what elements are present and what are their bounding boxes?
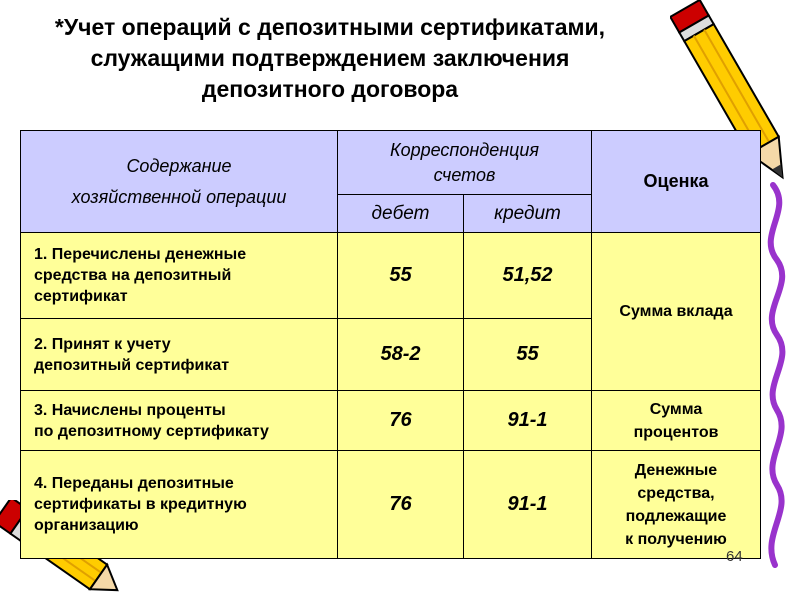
evaluation-cell: [592, 233, 761, 391]
operation-line: 1. Перечислены денежные: [34, 246, 247, 263]
title-line: *Учет операций с депозитными сертификатами,: [54, 14, 606, 40]
evaluation-line: Сумма: [649, 400, 703, 418]
debit-cell: 76: [338, 451, 464, 559]
debit-cell: 76: [338, 391, 464, 451]
header-credit: кредит: [464, 195, 592, 233]
header-line: хозяйственной операции: [71, 186, 287, 207]
operation-line: сертификаты в кредитную: [34, 496, 247, 513]
debit-cell: 58-2: [338, 319, 464, 391]
header-content: [21, 131, 338, 233]
slide-title: [10, 12, 650, 105]
evaluation-line: процентов: [633, 423, 719, 441]
credit-cell: 55: [464, 319, 592, 391]
operation-cell: [21, 319, 338, 391]
operation-line: средства на депозитный: [34, 267, 232, 284]
debit-cell: 55: [338, 233, 464, 319]
credit-cell: 91-1: [464, 391, 592, 451]
header-line: Корреспонденция: [389, 139, 540, 160]
evaluation-line: Сумма вклада: [619, 303, 733, 320]
header-line: счетов: [433, 164, 496, 185]
title-line: служащими подтверждением заключения: [90, 45, 570, 71]
credit-cell: 51,52: [464, 233, 592, 319]
operation-cell: [21, 451, 338, 559]
credit-cell: 91-1: [464, 451, 592, 559]
header-debit: дебет: [338, 195, 464, 233]
header-correspondence: [338, 131, 592, 195]
operation-line: организацию: [34, 517, 139, 534]
operation-cell: [21, 391, 338, 451]
evaluation-cell: [592, 391, 761, 451]
operations-table: [20, 130, 761, 559]
header-evaluation: Оценка: [592, 131, 761, 233]
operation-line: по депозитному сертификату: [34, 422, 269, 440]
operation-line: сертификат: [34, 288, 128, 305]
operation-line: депозитный сертификат: [34, 356, 230, 374]
evaluation-line: Денежные: [634, 461, 718, 479]
page-number: 64: [726, 548, 743, 565]
header-line: Содержание: [126, 155, 232, 176]
evaluation-line: к получению: [625, 530, 727, 548]
evaluation-line: средства,: [637, 484, 715, 502]
operation-line: 4. Переданы депозитные: [34, 475, 234, 492]
table-row: [21, 451, 761, 559]
operation-line: 2. Принят к учету: [34, 335, 171, 353]
operation-cell: [21, 233, 338, 319]
evaluation-line: подлежащие: [625, 507, 727, 525]
table-row: [21, 391, 761, 451]
operation-line: 3. Начислены проценты: [34, 401, 226, 419]
table-row: [21, 233, 761, 319]
purple-squiggle-decoration: [755, 180, 800, 570]
title-line: депозитного договора: [201, 76, 459, 102]
evaluation-cell: [592, 451, 761, 559]
